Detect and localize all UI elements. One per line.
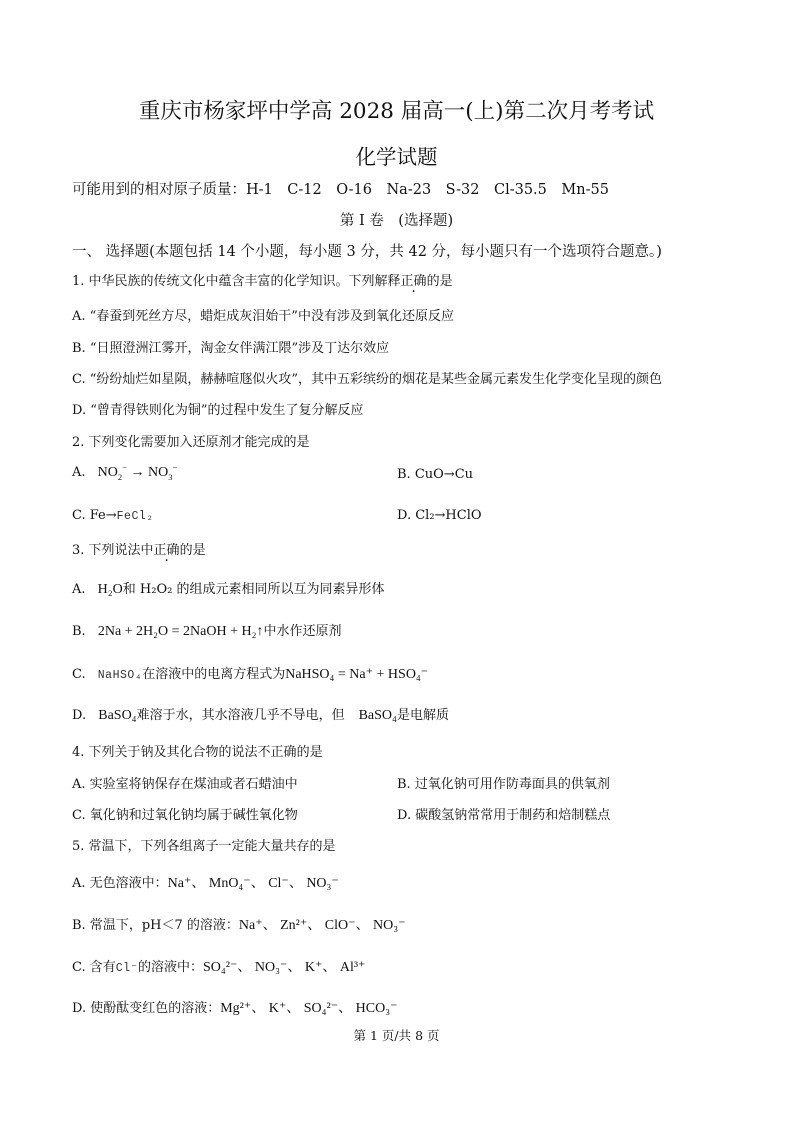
option-text: 中水作还原剂 (263, 624, 342, 639)
part-heading: 第 I 卷 (选择题) (339, 213, 454, 229)
question-2-option-c (72, 508, 154, 523)
ion-list: Mg²⁺、 K⁺、 SO₄²⁻、 HCO₃⁻ (220, 1001, 398, 1016)
question-4-option-b: B. 过氧化钠可用作防毒面具的供氧剂 (397, 777, 610, 792)
option-label: B. 常温下，pH＜7 的溶液： (72, 918, 239, 933)
question-2-option-d: D. Cl₂→HClO (397, 508, 482, 523)
option-text: 是电解质 (396, 708, 449, 723)
question-4-option-d: D. 碳酸氢钠常常用于制药和焙制糕点 (397, 808, 611, 823)
option-label: B. (72, 624, 86, 639)
arrow: → (130, 465, 145, 480)
emphasis-text: 正确 (400, 274, 427, 289)
option-text: 难溶于水，其水溶液几乎不导电，但 (136, 708, 345, 723)
question-1-stem-text: 1. 中华民族的传统文化中蕴含丰富的化学知识。下列解释 (72, 274, 401, 289)
option-label: C. (72, 667, 86, 682)
chem-formula: FeCl₂ (116, 510, 154, 523)
exam-subtitle: 化学试题 (355, 145, 438, 169)
section-heading: 一、 选择题(本题包括 14 个小题，每小题 3 分，共 42 分，每小题只有一个选项符合题意。) (72, 244, 662, 260)
page-number: 第 1 页/共 8 页 (353, 1028, 440, 1043)
question-3-stem-text: 3. 下列说法中 (72, 543, 154, 558)
question-5-option-b (72, 914, 405, 934)
question-1-option-c: C. “纷纷灿烂如星陨，赫赫喧豗似火攻”，其中五彩缤纷的烟花是某些金属元素发生化学变化呈现的颜色 (72, 372, 663, 387)
question-3-stem-end: 的是 (179, 543, 206, 558)
question-2-stem: 2. 下列变化需要加入还原剂才能完成的是 (72, 435, 310, 450)
chem-formula: BaSO₄ (98, 708, 137, 723)
formula-part: NO (97, 465, 118, 480)
question-4-option-a: A. 实验室将钠保存在煤油或者石蜡油中 (72, 777, 298, 792)
question-4-stem-text: 4. 下列关于钠及其化合物的说法 (72, 745, 258, 760)
chem-formula: Cl⁻ (115, 962, 138, 975)
formula-part: NO (147, 465, 169, 480)
chem-formula: BaSO₄ (358, 708, 397, 723)
question-3-stem (72, 539, 206, 558)
chem-equation: 2Na + 2H₂O = 2NaOH + H₂↑ (97, 624, 264, 639)
question-1-stem-end: 的是 (426, 274, 453, 289)
option-label: A. (72, 465, 86, 480)
question-3-option-a (72, 578, 384, 598)
option-text: 和 H₂O₂ 的组成元素相同所以互为同素异形体 (122, 582, 385, 597)
atomic-masses: 可能用到的相对原子质量：H-1 C-12 O-16 Na-23 S-32 Cl-35.5 Mn-55 (72, 182, 609, 198)
question-1-option-d: D. “曾青得铁则化为铜”的过程中发生了复分解反应 (72, 403, 364, 418)
option-label: A. 无色溶液中： (72, 876, 168, 891)
option-label: D. (72, 708, 87, 723)
question-4-stem (72, 741, 323, 760)
question-5-option-c (72, 956, 365, 976)
question-1-option-b: B. “日照澄洲江雾开，淘金女伴满江隈”涉及丁达尔效应 (72, 341, 390, 356)
chem-formula: NaHSO₄ (97, 669, 143, 682)
emphasis-text: 正确 (153, 543, 180, 558)
question-5-option-a (72, 872, 339, 892)
exam-title: 重庆市杨家坪中学高 2028 届高一(上)第二次月考考试 (138, 99, 655, 124)
chem-equation: NaHSO₄ = Na⁺ + HSO₄⁻ (285, 667, 429, 682)
question-3-option-b (72, 620, 342, 640)
ion-list: Na⁺、 Zn²⁺、 ClO⁻、 NO₃⁻ (238, 918, 406, 933)
question-5-stem: 5. 常温下，下列各组离子一定能大量共存的是 (72, 839, 336, 854)
chem-formula: $NO_2^- \to NO_3^-$ (97, 462, 178, 482)
option-label: C. Fe→ (72, 508, 117, 523)
option-text: 在溶液中的电离方程式为 (142, 667, 286, 682)
ion-list: SO₄²⁻、 NO₃⁻、 K⁺、 Al³⁺ (203, 960, 366, 975)
ion-list: Na⁺、 MnO₄⁻、 Cl⁻、 NO₃⁻ (167, 876, 339, 891)
question-1-option-a: A. “春蚕到死丝方尽，蜡炬成灰泪始干”中没有涉及到氧化还原反应 (72, 309, 454, 324)
question-2-option-a (72, 462, 178, 482)
question-5-option-d (72, 997, 397, 1017)
question-3-option-c (72, 663, 428, 683)
question-4-stem-end: 的是 (296, 745, 323, 760)
option-label: D. 使酚酞变红色的溶液： (72, 1001, 221, 1016)
emphasis-text: 不正确 (257, 745, 297, 760)
question-3-option-d (72, 704, 449, 724)
question-2-option-b: B. CuO→Cu (397, 467, 474, 482)
option-label: A. (72, 582, 86, 597)
question-1-stem (72, 270, 453, 289)
question-4-option-c: C. 氧化钠和过氧化钠均属于碱性氧化物 (72, 808, 298, 823)
option-text: 的溶液中： (137, 960, 203, 975)
option-label: C. 含有 (72, 960, 116, 975)
chem-formula: H₂O (97, 582, 123, 597)
